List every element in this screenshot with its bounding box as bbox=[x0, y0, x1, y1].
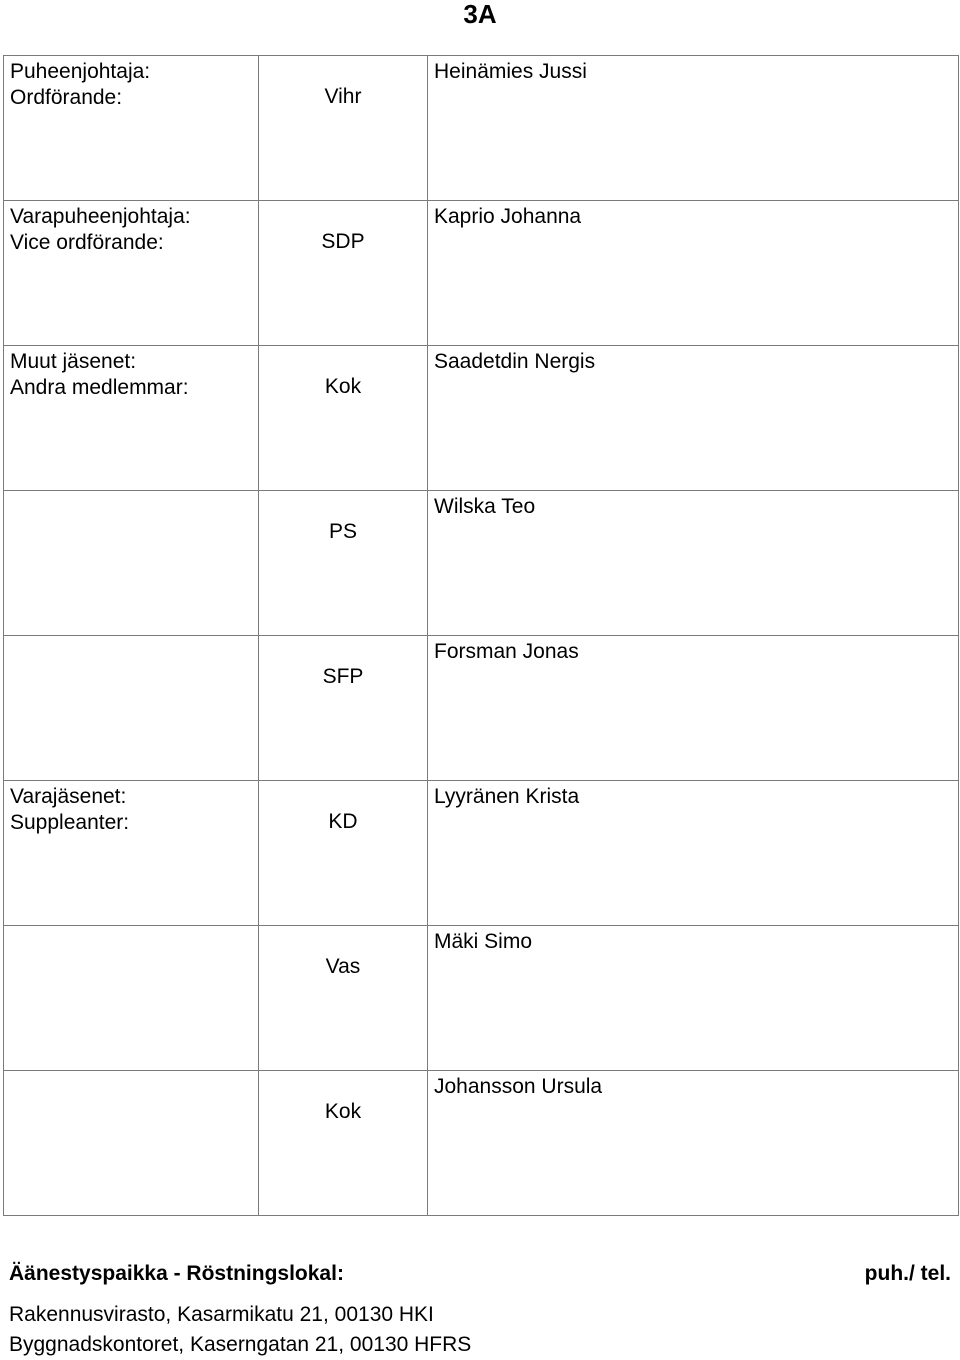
name-cell bbox=[428, 346, 959, 491]
party-label: KD bbox=[328, 810, 358, 833]
member-name: Wilska Teo bbox=[434, 495, 536, 518]
member-name: Johansson Ursula bbox=[434, 1075, 603, 1098]
party-cell bbox=[259, 926, 428, 1071]
roster-row bbox=[4, 636, 959, 781]
role-cell bbox=[4, 636, 259, 781]
venue-label: Äänestyspaikka - Röstningslokal: bbox=[9, 1262, 344, 1285]
role-finnish: Varapuheenjohtaja: bbox=[10, 205, 191, 228]
party-cell bbox=[259, 781, 428, 926]
role-finnish: Muut jäsenet: bbox=[10, 350, 137, 373]
role-cell bbox=[4, 781, 259, 926]
member-name: Kaprio Johanna bbox=[434, 205, 582, 228]
role-finnish: Varajäsenet: bbox=[10, 785, 127, 808]
role-text bbox=[4, 926, 258, 955]
member-name: Heinämies Jussi bbox=[434, 60, 587, 83]
role-swedish: Suppleanter: bbox=[10, 811, 130, 834]
name-cell bbox=[428, 1071, 959, 1216]
phone-label: puh./ tel. bbox=[864, 1262, 951, 1285]
roster-table bbox=[3, 55, 959, 1216]
role-cell bbox=[4, 926, 259, 1071]
name-cell bbox=[428, 636, 959, 781]
role-finnish: Puheenjohtaja: bbox=[10, 60, 151, 83]
role-text bbox=[4, 346, 258, 401]
role-text bbox=[4, 781, 258, 836]
role-cell bbox=[4, 491, 259, 636]
party-cell bbox=[259, 56, 428, 201]
member-name: Forsman Jonas bbox=[434, 640, 579, 663]
party-label: Kok bbox=[324, 375, 362, 398]
roster-row bbox=[4, 491, 959, 636]
name-cell bbox=[428, 491, 959, 636]
member-name: Lyyränen Krista bbox=[434, 785, 580, 808]
name-cell bbox=[428, 926, 959, 1071]
roster-row bbox=[4, 201, 959, 346]
role-text bbox=[4, 1071, 258, 1100]
party-cell bbox=[259, 201, 428, 346]
party-label: SDP bbox=[321, 230, 365, 253]
roster-row bbox=[4, 56, 959, 201]
name-cell bbox=[428, 781, 959, 926]
address-finnish: Rakennusvirasto, Kasarmikatu 21, 00130 HKI bbox=[9, 1303, 434, 1326]
role-swedish: Andra medlemmar: bbox=[10, 376, 189, 399]
name-cell bbox=[428, 201, 959, 346]
roster-row bbox=[4, 781, 959, 926]
role-cell bbox=[4, 346, 259, 491]
party-label: Vihr bbox=[324, 85, 362, 108]
page-heading: 3A bbox=[463, 0, 497, 29]
role-text bbox=[4, 201, 258, 256]
role-swedish: Vice ordförande: bbox=[10, 231, 164, 254]
role-cell bbox=[4, 56, 259, 201]
address-swedish: Byggnadskontoret, Kaserngatan 21, 00130 HFRS bbox=[9, 1333, 472, 1356]
name-cell bbox=[428, 56, 959, 201]
role-text bbox=[4, 636, 258, 665]
role-swedish: Ordförande: bbox=[10, 86, 123, 109]
role-cell bbox=[4, 1071, 259, 1216]
party-cell bbox=[259, 491, 428, 636]
roster-row bbox=[4, 346, 959, 491]
roster-body bbox=[4, 56, 959, 1216]
member-name: Mäki Simo bbox=[434, 930, 533, 953]
party-cell bbox=[259, 346, 428, 491]
roster-row bbox=[4, 1071, 959, 1216]
role-cell bbox=[4, 201, 259, 346]
party-label: SFP bbox=[322, 665, 364, 688]
party-cell bbox=[259, 1071, 428, 1216]
roster-row bbox=[4, 926, 959, 1071]
member-name: Saadetdin Nergis bbox=[434, 350, 596, 373]
role-text bbox=[4, 491, 258, 520]
party-label: PS bbox=[328, 520, 357, 543]
party-label: Vas bbox=[325, 955, 361, 978]
role-text bbox=[4, 56, 258, 111]
party-cell bbox=[259, 636, 428, 781]
party-label: Kok bbox=[324, 1100, 362, 1123]
